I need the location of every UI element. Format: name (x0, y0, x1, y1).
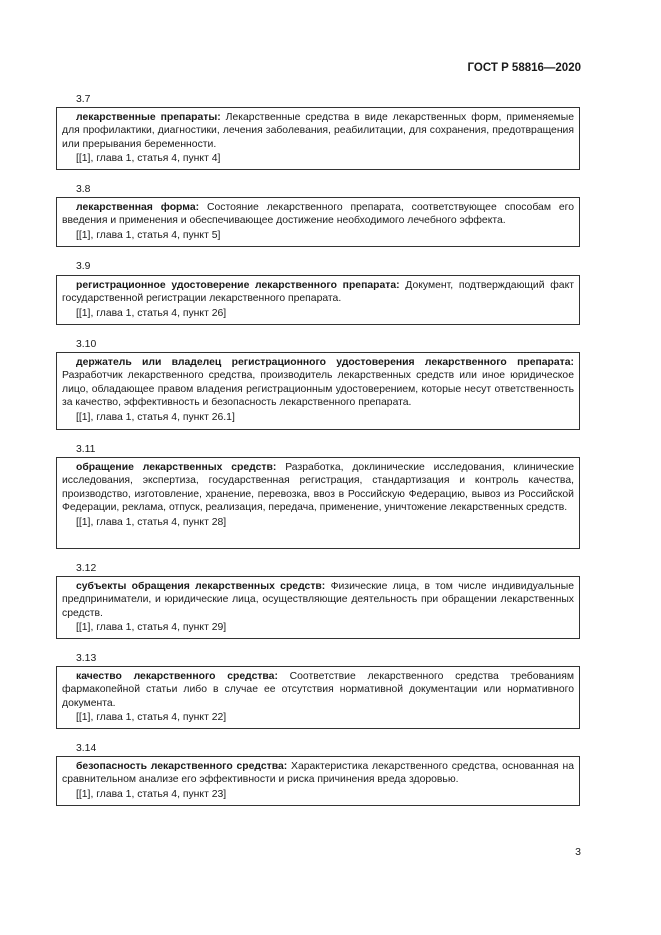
term-box (56, 666, 580, 729)
term-definition (62, 279, 574, 306)
term-name: лекарственные препараты: (76, 112, 221, 123)
term-reference: [[1], глава 1, статья 4, пункт 26.1] (76, 411, 235, 423)
definition-text: Соответствие лекарственного средства требованиям фармакопейной статьи либо в случае ее отсутствия нормативной документации или нормативного документа. (62, 671, 574, 709)
term-reference: [[1], глава 1, статья 4, пункт 26] (76, 307, 227, 319)
term-reference: [[1], глава 1, статья 4, пункт 28] (76, 516, 227, 528)
term-definition (62, 461, 574, 515)
definition-text: Разработка, доклинические исследования, клинические исследования, экспертиза, государственная регистрация, стандартизация и контроль качества, производство, изготовление, хранение, перевозка, ввоз в Российскую Федерацию, вывоз из Российской Федерации, реклама, отпуск, реализация, передача, применение, уничтожение лекарственных средств. (62, 462, 574, 514)
term-box (56, 756, 580, 806)
term-name: держатель или владелец регистрационного удостоверения лекарственного препарата: (76, 357, 574, 368)
term-name: субъекты обращения лекарственных средств: (76, 581, 326, 592)
term-box (56, 275, 580, 325)
term-number: 3.12 (76, 563, 97, 574)
term-number: 3.14 (76, 743, 97, 754)
definition-text: Состояние лекарственного препарата, соответствующее способам его введения и применения и обеспечивающее достижение необходимого лечебного эффекта. (62, 202, 574, 227)
term-definition (62, 670, 574, 710)
definition-text: Разработчик лекарственного средства, производитель лекарственных средств или иное юридическое лицо, обладающее правом владения регистрационным удостоверением, которые несут ответственность за качество, эффективность и безопасность лекарственного препарата. (62, 370, 574, 409)
standard-header: ГОСТ Р 58816—2020 (467, 62, 581, 74)
term-definition (62, 201, 574, 228)
term-box (56, 457, 580, 549)
term-name: регистрационное удостоверение лекарственного препарата: (76, 280, 400, 291)
definition-text: Документ, подтверждающий факт государственной регистрации лекарственного препарата. (62, 280, 574, 305)
term-definition (62, 356, 574, 410)
term-reference: [[1], глава 1, статья 4, пункт 5] (76, 229, 221, 241)
definition-text: Физические лица, в том числе индивидуальные предприниматели, и юридические лица, осуществляющие деятельность при обращении лекарственных средств. (62, 581, 574, 619)
term-definition (62, 111, 574, 151)
term-number: 3.8 (76, 184, 91, 195)
page-number: 3 (575, 846, 581, 858)
term-number: 3.11 (76, 444, 96, 455)
term-number: 3.13 (76, 653, 97, 664)
term-box (56, 197, 580, 247)
definition-text: Лекарственные средства в виде лекарственных форм, применяемые для профилактики, диагностики, лечения заболевания, реабилитации, для сохранения, предотвращения или прерывания беременности. (62, 112, 575, 150)
term-number: 3.9 (76, 261, 91, 272)
term-reference: [[1], глава 1, статья 4, пункт 4] (76, 153, 221, 165)
term-definition (62, 580, 574, 620)
term-name: лекарственная форма: (76, 202, 200, 213)
term-box (56, 107, 580, 170)
term-number: 3.10 (76, 339, 97, 350)
term-name: безопасность лекарственного средства: (76, 761, 288, 772)
term-name: обращение лекарственных средств: (76, 462, 277, 473)
term-name: качество лекарственного средства: (76, 671, 278, 682)
definition-text: Характеристика лекарственного средства, основанная на сравнительном анализе его эффективности и риска причинения вреда здоровью. (62, 761, 574, 786)
term-box (56, 352, 580, 430)
term-reference: [[1], глава 1, статья 4, пункт 22] (76, 712, 227, 724)
term-definition (62, 760, 574, 787)
term-box (56, 576, 580, 639)
term-reference: [[1], глава 1, статья 4, пункт 29] (76, 622, 227, 634)
term-reference: [[1], глава 1, статья 4, пункт 23] (76, 788, 227, 800)
term-number: 3.7 (76, 94, 91, 105)
